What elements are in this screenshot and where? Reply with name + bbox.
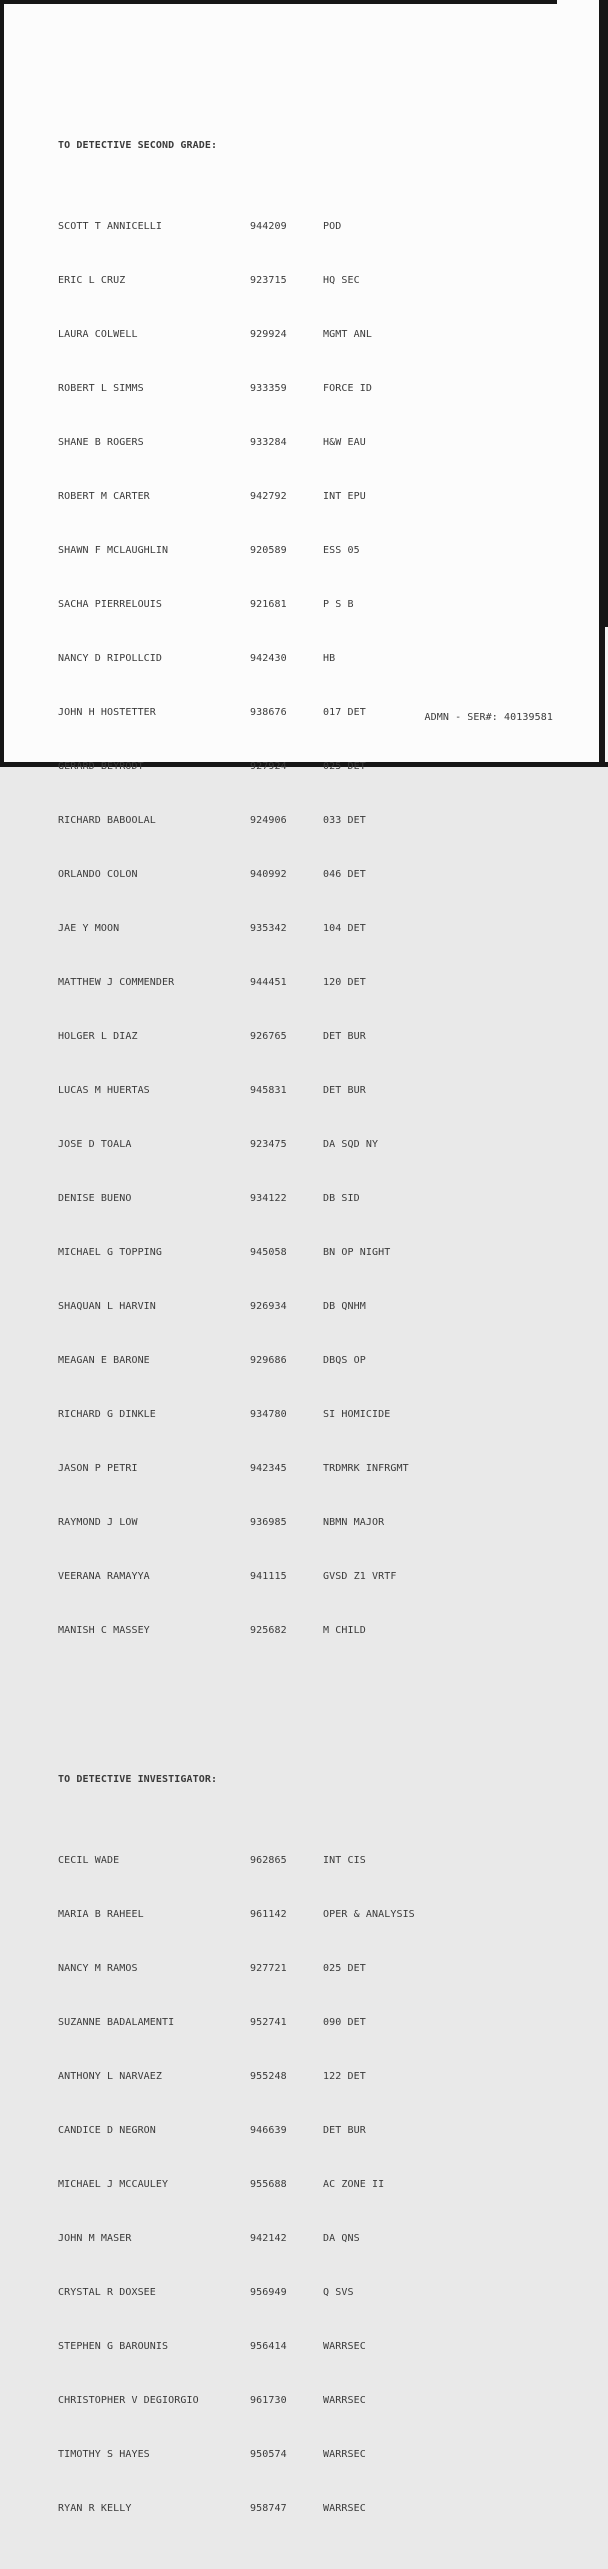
shield-number: 942792: [250, 491, 287, 502]
assignment: DET BUR: [323, 2124, 366, 2136]
assignment: P S B: [323, 599, 354, 610]
shield-number: 935342: [250, 923, 287, 934]
shield-number: 926765: [250, 1031, 287, 1042]
officer-name: RICHARD G DINKLE: [58, 1409, 156, 1420]
officer-name: SACHA PIERRELOUIS: [58, 599, 163, 610]
table-row: [58, 2124, 560, 2138]
officer-name: GERARD BEYRODT: [58, 761, 144, 772]
assignment: OPER & ANALYSIS: [323, 1908, 415, 1920]
assignment: Q SVS: [323, 2286, 354, 2298]
officer-name: ROBERT L SIMMS: [58, 383, 144, 394]
table-row: [58, 1300, 560, 1314]
shield-number: 923715: [250, 275, 287, 286]
officer-name: CANDICE D NEGRON: [58, 2124, 156, 2136]
table-row: [58, 2340, 560, 2354]
shield-number: 921681: [250, 599, 287, 610]
officer-name: MICHAEL J MCCAULEY: [58, 2178, 169, 2190]
table-row: [58, 436, 560, 450]
officer-name: ANTHONY L NARVAEZ: [58, 2070, 163, 2082]
shield-number: 956949: [250, 2286, 287, 2298]
table-row: [58, 1516, 560, 1530]
table-row: [58, 382, 560, 396]
shield-number: 927721: [250, 1962, 287, 1974]
table-row: [58, 2502, 560, 2516]
assignment: H&W EAU: [323, 437, 366, 448]
assignment: 017 DET: [323, 707, 366, 718]
shield-number: 923475: [250, 1139, 287, 1150]
officer-name: JASON P PETRI: [58, 1463, 138, 1474]
shield-number: 933284: [250, 437, 287, 448]
table-row: [58, 2016, 560, 2030]
officer-name: JAE Y MOON: [58, 923, 120, 934]
assignment: WARRSEC: [323, 2448, 366, 2460]
table-row: [58, 922, 560, 936]
shield-number: 934780: [250, 1409, 287, 1420]
section-rows: [58, 193, 560, 1651]
officer-name: JOHN M MASER: [58, 2232, 132, 2244]
assignment: MGMT ANL: [323, 329, 372, 340]
table-row: [58, 760, 560, 774]
table-row: [58, 2232, 560, 2246]
assignment: 122 DET: [323, 2070, 366, 2082]
shield-number: 958747: [250, 2502, 287, 2514]
table-row: [58, 274, 560, 288]
table-row: [58, 1462, 560, 1476]
officer-name: STEPHEN G BAROUNIS: [58, 2340, 169, 2352]
assignment: WARRSEC: [323, 2502, 366, 2514]
shield-number: 929686: [250, 1355, 287, 1366]
officer-name: MICHAEL G TOPPING: [58, 1247, 163, 1258]
table-row: [58, 2394, 560, 2408]
assignment: POD: [323, 221, 342, 232]
shield-number: 926934: [250, 1301, 287, 1312]
assignment: DA QNS: [323, 2232, 360, 2244]
scan-edge-top: [0, 0, 557, 4]
assignment: NBMN MAJOR: [323, 1517, 385, 1528]
assignment: WARRSEC: [323, 2394, 366, 2406]
section-title: TO DETECTIVE SECOND GRADE:: [58, 140, 218, 151]
shield-number: 955248: [250, 2070, 287, 2082]
shield-number: 962865: [250, 1854, 287, 1866]
shield-number: 925682: [250, 1625, 287, 1636]
table-row: [58, 814, 560, 828]
shield-number: 942430: [250, 653, 287, 664]
shield-number: 938676: [250, 707, 287, 718]
officer-name: SHAWN F MCLAUGHLIN: [58, 545, 169, 556]
assignment: TRDMRK INFRGMT: [323, 1463, 409, 1474]
scan-edge-left: [0, 0, 4, 767]
officer-name: LAURA COLWELL: [58, 329, 138, 340]
shield-number: 961142: [250, 1908, 287, 1920]
officer-name: JOSE D TOALA: [58, 1139, 132, 1150]
table-row: [58, 1854, 560, 1868]
shield-number: 933359: [250, 383, 287, 394]
table-row: [58, 328, 560, 342]
assignment: DA SQD NY: [323, 1139, 379, 1150]
officer-name: MANISH C MASSEY: [58, 1625, 150, 1636]
shield-number: 961730: [250, 2394, 287, 2406]
assignment: INT CIS: [323, 1854, 366, 1866]
table-row: [58, 598, 560, 612]
shield-number: 944209: [250, 221, 287, 232]
table-row: [58, 1192, 560, 1206]
assignment: HB: [323, 653, 336, 664]
shield-number: 940992: [250, 869, 287, 880]
table-row: [58, 2070, 560, 2084]
table-row: [58, 2448, 560, 2462]
officer-name: LUCAS M HUERTAS: [58, 1085, 150, 1096]
assignment: 033 DET: [323, 815, 366, 826]
officer-name: MATTHEW J COMMENDER: [58, 977, 175, 988]
assignment: FORCE ID: [323, 383, 372, 394]
shield-number: 945831: [250, 1085, 287, 1096]
assignment: ESS 05: [323, 545, 360, 556]
table-row: [58, 1624, 560, 1638]
assignment: DB SID: [323, 1193, 360, 1204]
section-title: TO DETECTIVE INVESTIGATOR:: [58, 1773, 218, 1785]
footer-serial: ADMN - SER#: 40139581: [424, 712, 553, 723]
assignment: WARRSEC: [323, 2340, 366, 2352]
officer-name: ORLANDO COLON: [58, 869, 138, 880]
table-row: [58, 1246, 560, 1260]
officer-name: TIMOTHY S HAYES: [58, 2448, 150, 2460]
promotion-section: [58, 112, 560, 1678]
officer-name: NANCY D RIPOLLCID: [58, 653, 163, 664]
assignment: 120 DET: [323, 977, 366, 988]
shield-number: 934122: [250, 1193, 287, 1204]
shield-number: 944451: [250, 977, 287, 988]
table-row: [58, 1962, 560, 1976]
assignment: DET BUR: [323, 1031, 366, 1042]
shield-number: 929924: [250, 329, 287, 340]
assignment: AC ZONE II: [323, 2178, 385, 2190]
officer-name: SHANE B ROGERS: [58, 437, 144, 448]
shield-number: 956414: [250, 2340, 287, 2352]
officer-name: RYAN R KELLY: [58, 2502, 132, 2514]
officer-name: DENISE BUENO: [58, 1193, 132, 1204]
table-row: [58, 1084, 560, 1098]
shield-number: 927924: [250, 761, 287, 772]
table-row: [58, 1908, 560, 1922]
table-row: [58, 1138, 560, 1152]
officer-name: CRYSTAL R DOXSEE: [58, 2286, 156, 2298]
shield-number: 936985: [250, 1517, 287, 1528]
section-rows: [58, 1827, 560, 2529]
assignment: BN OP NIGHT: [323, 1247, 391, 1258]
officer-name: MEAGAN E BARONE: [58, 1355, 150, 1366]
shield-number: 942142: [250, 2232, 287, 2244]
shield-number: 942345: [250, 1463, 287, 1474]
assignment: INT EPU: [323, 491, 366, 502]
table-row: [58, 490, 560, 504]
shield-number: 941115: [250, 1571, 287, 1582]
assignment: 090 DET: [323, 2016, 366, 2028]
officer-name: NANCY M RAMOS: [58, 1962, 138, 1974]
table-row: [58, 652, 560, 666]
assignment: HQ SEC: [323, 275, 360, 286]
assignment: DB QNHM: [323, 1301, 366, 1312]
table-row: [58, 1354, 560, 1368]
shield-number: 924906: [250, 815, 287, 826]
table-row: [58, 868, 560, 882]
assignment: SI HOMICIDE: [323, 1409, 391, 1420]
officer-name: JOHN H HOSTETTER: [58, 707, 156, 718]
officer-name: HOLGER L DIAZ: [58, 1031, 138, 1042]
table-row: [58, 1030, 560, 1044]
shield-number: 950574: [250, 2448, 287, 2460]
shield-number: 920589: [250, 545, 287, 556]
shield-number: 946639: [250, 2124, 287, 2136]
officer-name: RAYMOND J LOW: [58, 1517, 138, 1528]
officer-name: SHAQUAN L HARVIN: [58, 1301, 156, 1312]
officer-name: ERIC L CRUZ: [58, 275, 126, 286]
assignment: DET BUR: [323, 1085, 366, 1096]
shield-number: 952741: [250, 2016, 287, 2028]
shield-number: 955688: [250, 2178, 287, 2190]
assignment: GVSD Z1 VRTF: [323, 1571, 397, 1582]
document-content: [58, 85, 560, 2569]
table-row: [58, 2178, 560, 2192]
assignment: DBQS OP: [323, 1355, 366, 1366]
table-row: [58, 2286, 560, 2300]
officer-name: MARIA B RAHEEL: [58, 1908, 144, 1920]
assignment: 025 DET: [323, 761, 366, 772]
table-row: [58, 220, 560, 234]
table-row: [58, 976, 560, 990]
assignment: M CHILD: [323, 1625, 366, 1636]
assignment: 025 DET: [323, 1962, 366, 1974]
officer-name: CHRISTOPHER V DEGIORGIO: [58, 2394, 199, 2406]
table-row: [58, 1408, 560, 1422]
officer-name: CECIL WADE: [58, 1854, 120, 1866]
officer-name: SCOTT T ANNICELLI: [58, 221, 163, 232]
promotion-section: [58, 1746, 560, 2556]
table-row: [58, 1570, 560, 1584]
officer-name: ROBERT M CARTER: [58, 491, 150, 502]
assignment: 104 DET: [323, 923, 366, 934]
table-row: [58, 544, 560, 558]
officer-name: RICHARD BABOOLAL: [58, 815, 156, 826]
officer-name: SUZANNE BADALAMENTI: [58, 2016, 175, 2028]
assignment: 046 DET: [323, 869, 366, 880]
shield-number: 945058: [250, 1247, 287, 1258]
officer-name: VEERANA RAMAYYA: [58, 1571, 150, 1582]
